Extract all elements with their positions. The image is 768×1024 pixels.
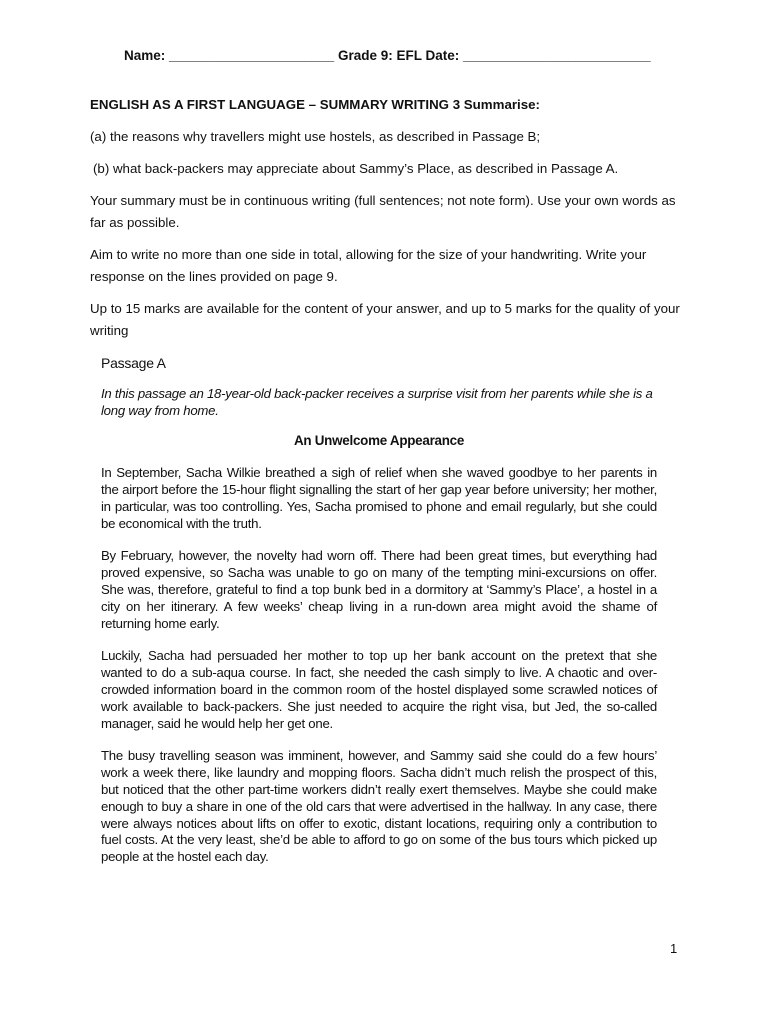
passage-intro: In this passage an 18-year-old back-packer receives a surprise visit from her parents while she is a long way from home. [101, 385, 653, 418]
passage-a [101, 355, 657, 882]
story-title: An Unwelcome Appearance [293, 433, 465, 449]
instruction-continuous-writing: Your summary must be in continuous writing (full sentences; not note form). Use your own words as far as possible. [90, 193, 676, 230]
instructions-heading: ENGLISH AS A FIRST LANGUAGE – SUMMARY WRITING 3 Summarise: [90, 97, 540, 112]
passage-paragraph: By February, however, the novelty had worn off. There had been great times, but everything had proved expensive, so Sacha was unable to go on many of the tempting mini-excursions on offer. She was, therefore, grateful to find a top bunk bed in a dormitory at ‘Sammy’s Place’, a hostel in a city on her itinerary. A few weeks’ cheap living in a run-down area might avoid the shame of returning home early. [101, 548, 657, 631]
passage-paragraph: Luckily, Sacha had persuaded her mother to top up her bank account on the pretext that she wanted to do a sub-aqua course. In fact, she needed the cash simply to live. A chaotic and over-crowded information board in the common room of the hostel displayed some scrawled notices of work available to back-packers. She just needed to acquire the right visa, but Jed, the so-called manager, said he would help her get one. [101, 648, 657, 731]
instructions-block [90, 94, 680, 352]
passage-paragraph: In September, Sacha Wilkie breathed a sigh of relief when she waved goodbye to her parents in the airport before the 15-hour flight signalling the start of her gap year before university; her mother, in particular, was too controlling. Yes, Sacha promised to phone and email regularly, but she could be economical with the truth. [101, 465, 657, 531]
instruction-item-a: (a) the reasons why travellers might use hostels, as described in Passage B; [90, 129, 541, 144]
name-grade-date-line: Name: ______________________ Grade 9: EFL Date: _________________________ [124, 48, 651, 63]
instruction-length: Aim to write no more than one side in total, allowing for the size of your handwriting. Write your response on the lines provided on page 9. [90, 247, 647, 284]
passage-paragraph: The busy travelling season was imminent, however, and Sammy said she could do a few hours’ work a week there, like laundry and mopping floors. Sacha didn’t much relish the prospect of this, but noticed that the other part-time workers didn’t really exert themselves. Maybe she could make enough to buy a share in one of the old cars that were advertised in the hallway. In any case, there were always notices about lifts on offer to exotic, distant locations, requiring only a contribution to fuel costs. At the very least, she’d be able to afford to go on some of the bus tours which picked up people at the hostel each day. [101, 748, 657, 865]
page-number: 1 [670, 941, 678, 956]
instruction-marks: Up to 15 marks are available for the content of your answer, and up to 5 marks for the quality of your writing [90, 301, 680, 338]
instruction-item-b: (b) what back-packers may appreciate about Sammy’s Place, as described in Passage A. [93, 161, 619, 176]
passage-label: Passage A [101, 355, 166, 371]
